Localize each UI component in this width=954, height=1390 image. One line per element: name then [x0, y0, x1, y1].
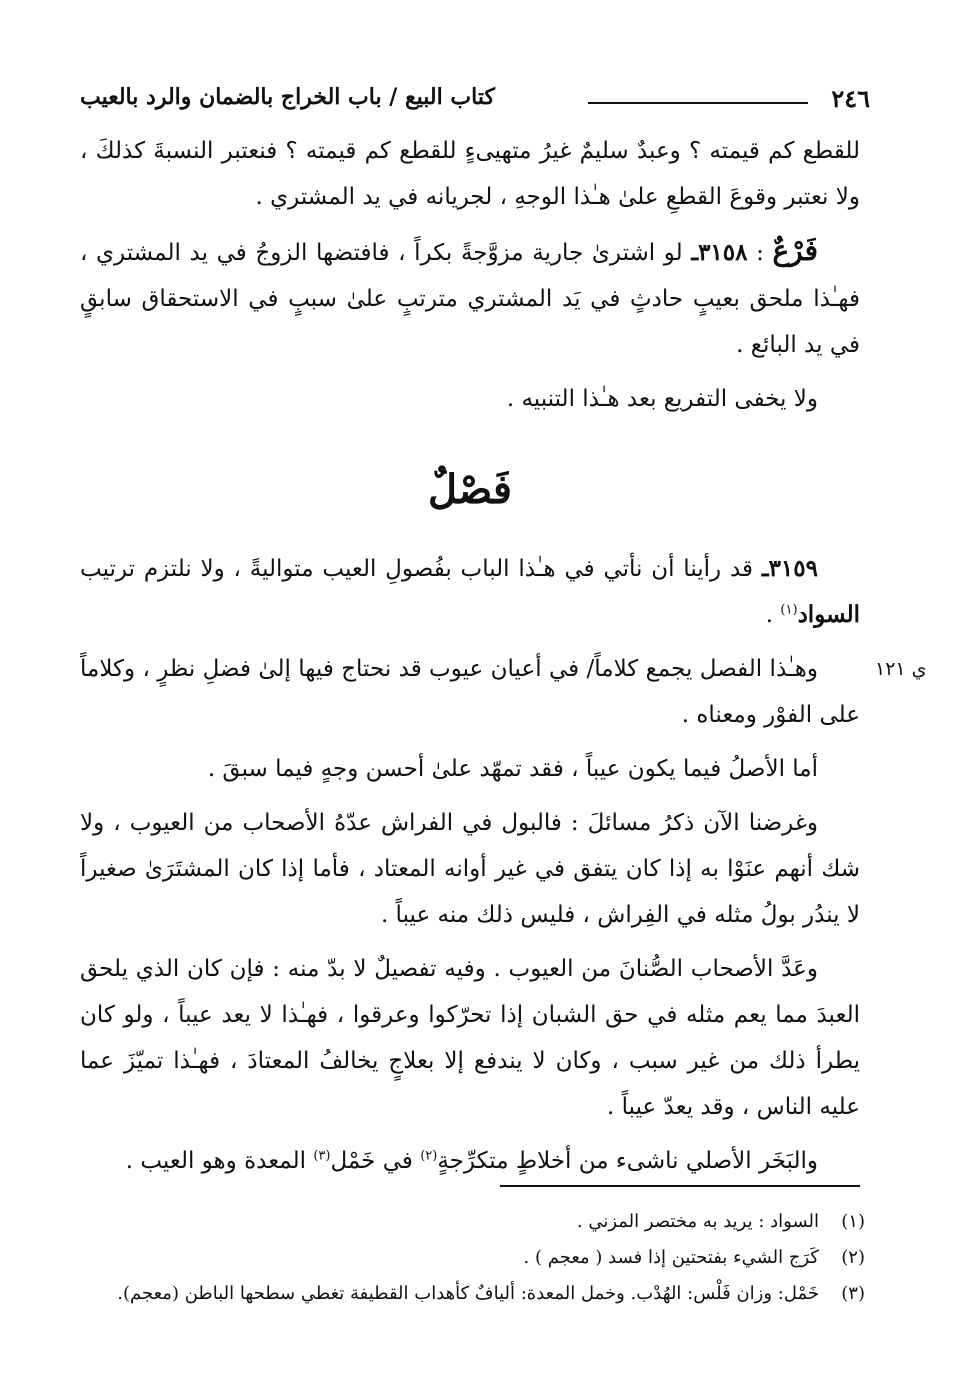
page-header — [80, 82, 870, 122]
footnote-ref-2: (٢) — [420, 1148, 438, 1164]
footnotes — [80, 1204, 865, 1312]
footnote-ref-1: (١) — [780, 602, 798, 618]
paragraph-fasl-intro: وهـٰذا الفصل يجمع كلاماً/ في أعيان عيوب قد نحتاج فيها إلىٰ فضلِ نظرٍ ، وكلاماً على الفوْر ومعناه . — [80, 656, 860, 728]
footnote-2: (٢)كَرَج الشيء بفتحتين إذا فسد ( معجم ) . — [523, 1247, 865, 1268]
header-rule — [588, 102, 808, 104]
paragraph-text: لو اشترىٰ جارية مزوَّجةً بكراً ، فافتضها الزوجُ في يد المشتري ، فهـٰذا ملحق بعيبٍ حادثٍ في يَد المشتري مترتبٍ علىٰ سببٍ في الاستحقاق سابقٍ في يد البائع . — [80, 240, 860, 358]
paragraph-3159: ٣١٥٩ـ قد رأينا أن نأتي في هـٰذا الباب بفُصولِ العيب متواليةً ، ولا نلتزم ترتيب السواد$^{(١)}$ . — [80, 555, 860, 628]
paragraph-sunan: وعَدَّ الأصحاب الصُّنانَ من العيوب . وفيه تفصيلٌ لا بدّ منه : فإن كان الذي يلحق العبدَ مما يعم مثله في حق الشبان إذا تحرّكوا وعرقوا ، فهـٰذا لا يعد عيباً ، ولو كان يطرأ ذلك من غير سبب ، وكان لا يندفع إلا بعلاجٍ يخالفُ المعتادَ ، فهـٰذا تميّزَ عما عليه الناس ، وقد يعدّ عيباً . — [80, 956, 860, 1120]
paragraph-continuation: للقطع كم قيمته ؟ وعبدٌ سليمٌ غيرُ متهيىءٍ للقطع كم قيمته ؟ فنعتبر النسبةَ كذلكَ ، ولا نعتبر وقوعَ القطعِ علىٰ هـٰذا الوجهِ ، لجريانه في يد المشتري . — [80, 138, 860, 210]
paragraph-asl: أما الأصلُ فيما يكون عيباً ، فقد تمهّد علىٰ أحسن وجهٍ فيما سبقَ . — [207, 756, 818, 782]
paragraph-number: ٣١٥٨ـ — [691, 239, 748, 266]
paragraph-note: ولا يخفى التفريع بعد هـٰذا التنبيه . — [506, 386, 818, 412]
running-title: كتاب البيع / باب الخراج بالضمان والرد بالعيب — [80, 84, 495, 110]
footnote-1: (١)السواد : يريد به مختصر المزني . — [576, 1211, 865, 1232]
paragraph-text: قد رأينا أن نأتي في هـٰذا الباب بفُصولِ العيب متواليةً ، ولا نلتزم ترتيب — [80, 556, 762, 582]
margin-manuscript-reference: ي ١٢١ — [875, 658, 927, 680]
footnote-ref-3: (٣) — [313, 1148, 331, 1164]
fasl-section-heading: فَصْلٌ — [427, 466, 513, 513]
paragraph-3158: فَرْعٌ : ٣١٥٨ـ لو اشترىٰ جارية مزوَّجةً بكراً ، فافتضها الزوجُ في يد المشتري ، فهـٰذا ملحق بعيبٍ حادثٍ في يَد المشتري مترتبٍ علىٰ سببٍ في الاستحقاق سابقٍ في يد البائع . — [80, 234, 860, 358]
footnote-3: (٣)خَمْل: وزان فَلْس: الهُدْب. وخمل المعدة: أليافٌ كأهداب القطيفة تغطي سطحها الباطن (معجم). — [117, 1283, 865, 1304]
far-heading: فَرْعٌ — [772, 234, 819, 267]
main-text — [80, 128, 860, 1192]
bold-term: السواد — [797, 601, 860, 628]
paragraph-bakhar: والبَخَر الأصلي ناشىء من أخلاطٍ متكرِّجةٍ$^{(٢)}$ في خَمْل$^{(٣)}$ المعدة وهو العيب . — [125, 1148, 818, 1174]
footnote-separator — [500, 1185, 860, 1187]
paragraph-bawl: وغرضنا الآن ذكرُ مسائلَ : فالبول في الفراش عدّهُ الأصحاب من العيوب ، ولا شك أنهم عنَوْا به إذا كان يتفق في غير أوانه المعتاد ، فأما إذا كان المشتَرَىٰ صغيراً لا يندُر بولُ مثله في الفِراش ، فليس ذلك منه عيباً . — [80, 810, 860, 928]
page-number: ٢٤٦ — [831, 84, 870, 113]
paragraph-number: ٣١٥٩ـ — [761, 555, 818, 582]
